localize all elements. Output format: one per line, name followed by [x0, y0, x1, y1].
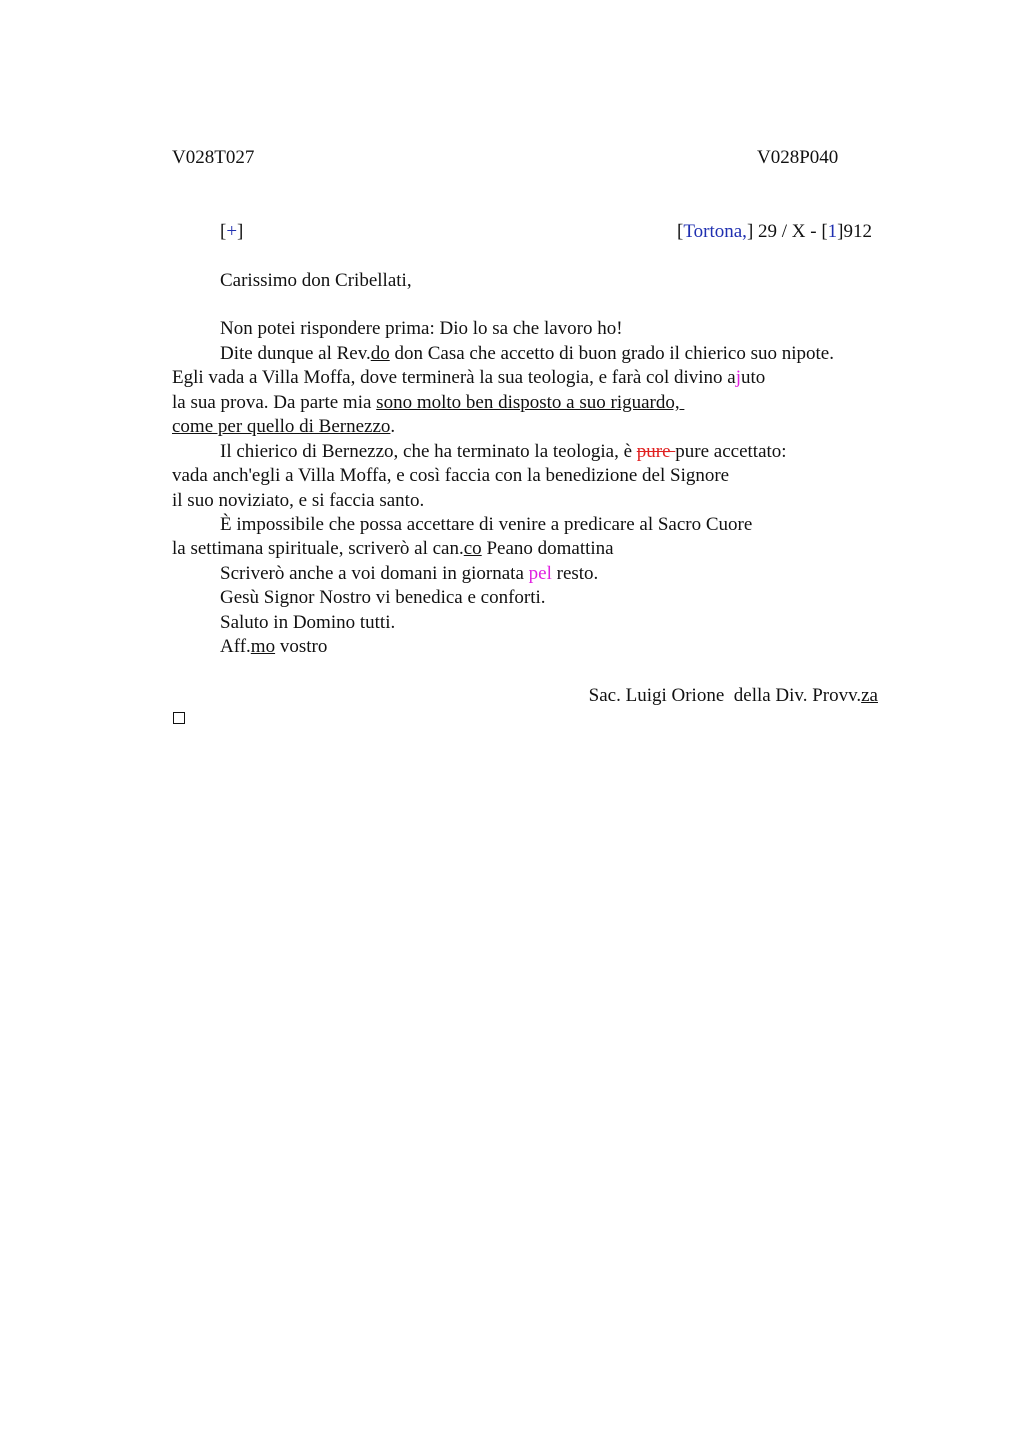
text-run: Dite dunque al Rev.: [220, 343, 371, 364]
body-line-8: il suo noviziato, e si faccia santo.: [172, 490, 425, 511]
editorial-correction: j: [735, 367, 742, 388]
bracket: [: [220, 221, 227, 242]
text-run: Peano domattina: [481, 538, 614, 559]
salutation: Carissimo don Cribellati,: [220, 270, 412, 291]
cross-symbol: +: [226, 221, 238, 242]
body-line-4: [172, 391, 684, 415]
document-code-right: V028P040: [757, 147, 839, 168]
body-line-13: Saluto in Domino tutti.: [220, 612, 396, 633]
body-line-10: [172, 537, 614, 561]
abbrev-superscript: co: [463, 538, 482, 559]
body-line-2: [220, 342, 834, 366]
text-run: Scriverò anche a voi domani in giornata: [220, 563, 529, 584]
text-run: Egli vada a Villa Moffa, dove terminerà la sua teologia, e farà col divino a: [172, 367, 736, 388]
body-line-12: Gesù Signor Nostro vi benedica e conforti.: [220, 587, 546, 608]
bracket: [: [677, 221, 684, 242]
text-run: Il chierico di Bernezzo, che ha terminato la teologia, è: [220, 441, 637, 462]
end-marker-icon: [173, 712, 185, 724]
cross-mark: [220, 220, 243, 244]
body-line-5: [172, 415, 395, 439]
text-run: la settimana spirituale, scriverò al can.: [172, 538, 464, 559]
date-place: Tortona,: [683, 221, 747, 242]
text-run: Aff.: [220, 636, 251, 657]
signature: [589, 684, 878, 708]
abbrev-superscript: za: [861, 685, 878, 706]
date-line: [677, 220, 872, 244]
document-code-left: V028T027: [172, 147, 255, 168]
body-line-9: È impossibile che possa accettare di venire a predicare al Sacro Cuore: [220, 514, 753, 535]
abbrev-superscript: mo: [250, 636, 276, 657]
deleted-text: pure: [636, 441, 676, 462]
text-run: pure accettato:: [675, 441, 787, 462]
underlined-text: come per quello di Bernezzo: [172, 416, 391, 437]
date-text: ]912: [837, 221, 872, 242]
date-century: 1: [827, 221, 838, 242]
text-run: vostro: [275, 636, 328, 657]
body-line-7: vada anch'egli a Villa Moffa, e così faccia con la benedizione del Signore: [172, 465, 730, 486]
body-line-6: [220, 440, 787, 464]
text-run: don Casa che accetto di buon grado il chierico suo nipote.: [389, 343, 834, 364]
text-run: uto: [741, 367, 766, 388]
body-line-3: [172, 366, 765, 390]
bracket: ]: [237, 221, 244, 242]
underlined-text: sono molto ben disposto a suo riguardo,: [376, 392, 685, 413]
abbrev-superscript: do: [370, 343, 390, 364]
body-line-14: [220, 635, 327, 659]
text-run: la sua prova. Da parte mia: [172, 392, 377, 413]
text-run: .: [390, 416, 396, 437]
body-line-11: [220, 562, 598, 586]
editorial-correction: pel: [528, 563, 552, 584]
body-line-1: Non potei rispondere prima: Dio lo sa che lavoro ho!: [220, 318, 623, 339]
signature-text: Sac. Luigi Orione della Div. Provv.: [588, 685, 862, 706]
date-text: ] 29 / X - [: [746, 221, 828, 242]
text-run: resto.: [551, 563, 599, 584]
